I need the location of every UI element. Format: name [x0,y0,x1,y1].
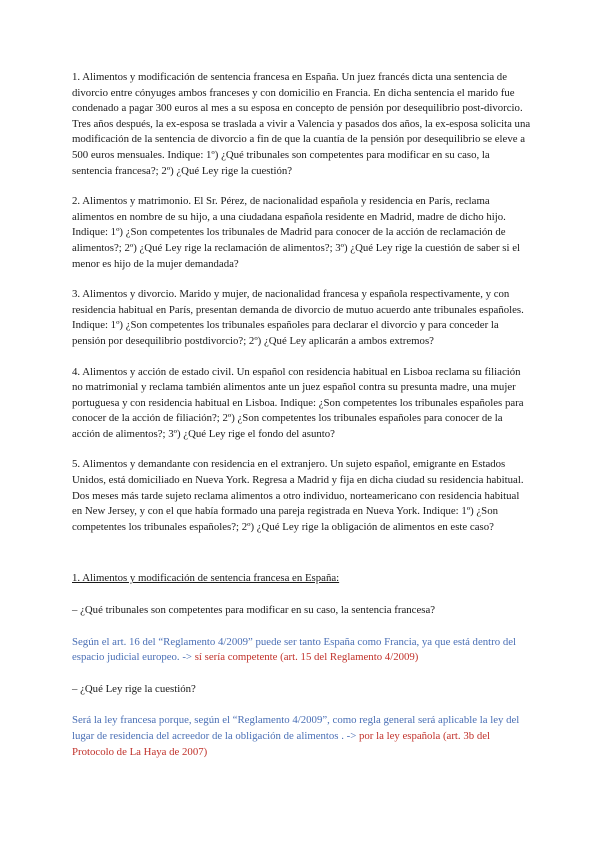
section-spacer [72,550,532,571]
answer-2-text: Será la ley francesa porque, según el “Reglamento 4/2009”, como regla general será aplicable la ley del lugar de residencia del acreedor de la obligación de alimentos . -> [72,714,520,742]
exercise-2: 2. Alimentos y matrimonio. El Sr. Pérez, de nacionalidad española y residencia en París, reclama alimentos en nombre de su hijo, a una ciudadana española residente en Madrid, madre de dicho hijo. Indique: 1º) ¿Son competentes los tribunales de Madrid para conocer de la acción de reclamación de alimentos?; 2º) ¿Qué Ley rige la reclamación de alimentos?; 3º) ¿Qué Ley rige la cuestión de saber si el menor es hijo de la mujer demandada? [72,195,520,270]
solution-answer-2 [72,713,532,760]
exercise-1: 1. Alimentos y modificación de sentencia francesa en España. Un juez francés dicta una sentencia de divorcio entre cónyuges ambos franceses y con domicilio en Francia. En dicha sentencia el marido fue condenado a pagar 300 euros al mes a su esposa en concepto de pensión por desequilibrio post-divorcio. Tres años después, la ex-esposa se traslada a vivir a Valencia y pasados dos años, la ex-esposa solicita una modificación de la sentencia de divorcio a fin de que la cuantía de la pensión por desequilibrio se eleve a 500 euros mensuales. Indique: 1º) ¿Qué tribunales son competentes para modificar en su caso, la sentencia francesa?; 2º) ¿Qué Ley rige la cuestión? [72,71,531,177]
exercise-3: 3. Alimentos y divorcio. Marido y mujer, de nacionalidad francesa y española respectivamente, y con residencia habitual en París, presentan demanda de divorcio de mutuo acuerdo ante tribunales españoles. Indique: 1º) ¿Son competentes los tribunales españoles para declarar el divorcio y para conceder la pensión por desequilibrio postdivorcio?; 2º) ¿Qué Ley aplicarán a ambos extremos? [72,288,524,347]
answer-1-reference: sí sería competente (art. 15 del Reglamento 4/2009) [194,651,419,664]
exercise-4: 4. Alimentos y acción de estado civil. Un español con residencia habitual en Lisboa reclama su filiación no matrimonial y reclama también alimentos ante un juez español contra su presunta madre, una mujer portuguesa y con residencia habitual en Lisboa. Indique: ¿Son competentes los tribunales españoles para conocer de la acción de filiación?; 2º) ¿Son competentes los tribunales españoles para conocer de la acción de alimentos?; 3º) ¿Qué Ley rige el fondo del asunto? [72,365,524,440]
exercise-5: 5. Alimentos y demandante con residencia en el extranjero. Un sujeto español, emigrante en Estados Unidos, está domiciliado en Nueva York. Regresa a Madrid y fija en dicha ciudad su residencia habitual. Dos meses más tarde sujeto reclama alimentos a otro individuo, norteamericano con residencia habitual en New Jersey, y con el que había formado una pareja registrada en Nueva York. Indique: 1º) ¿Son competentes los tribunales españoles?; 2º) ¿Qué Ley rige la obligación de alimentos en este caso? [72,458,524,533]
solution-heading: 1. Alimentos y modificación de sentencia francesa en España: [72,572,340,585]
solution-answer-1 [72,635,532,666]
document-page [72,70,532,776]
solution-question-1: – ¿Qué tribunales son competentes para modificar en su caso, la sentencia francesa? [72,604,436,617]
answer-2-reference: por la ley española (art. 3b del Protocolo de La Haya de 2007) [72,730,491,758]
answer-1-text: Según el art. 16 del “Reglamento 4/2009” puede ser tanto España como Francia, ya que está dentro del espacio judicial europeo. -> [72,635,517,664]
solution-question-2: – ¿Qué Ley rige la cuestión? [72,682,196,695]
